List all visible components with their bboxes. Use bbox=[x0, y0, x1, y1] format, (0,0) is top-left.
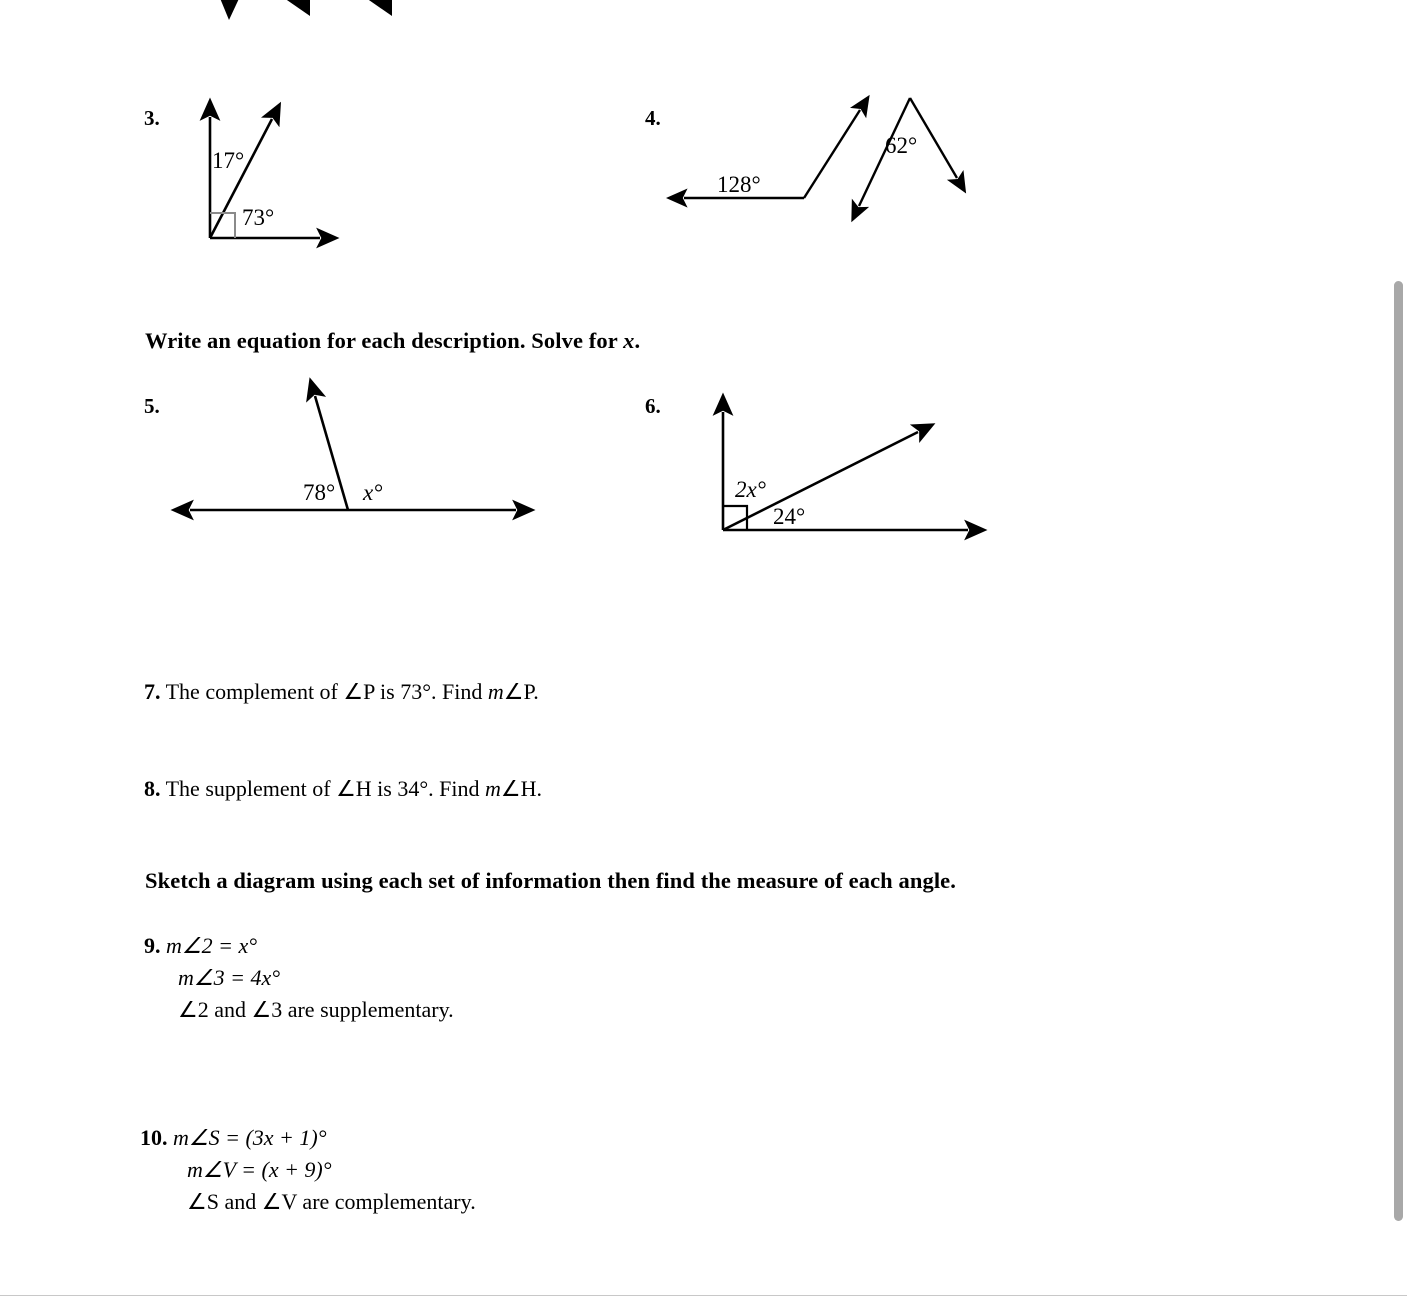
problem-7-text-tail: ∠P. bbox=[503, 679, 539, 704]
problem-4-angle-figures bbox=[672, 88, 982, 213]
problem-3-number: 3. bbox=[144, 106, 160, 130]
cut-arrowhead-2 bbox=[280, 0, 314, 27]
problem-9-number: 9. bbox=[144, 933, 161, 958]
problem-8-number: 8. bbox=[144, 776, 161, 801]
problem-7-text-m: m bbox=[487, 679, 504, 704]
instruction-write-equation-variable: x bbox=[623, 328, 635, 353]
problem-7-text-lead: The complement of ∠P is 73°. Find bbox=[165, 679, 488, 704]
instruction-write-equation-lead: Write an equation for each description. Solve for bbox=[145, 328, 624, 353]
cut-arrowhead-1 bbox=[213, 0, 247, 27]
vertical-scrollbar-thumb[interactable] bbox=[1394, 281, 1403, 1221]
instruction-write-equation-trail: . bbox=[634, 328, 641, 353]
problem-6-label-24: 24° bbox=[773, 504, 806, 529]
problem-5-label-x: x° bbox=[363, 480, 383, 505]
problem-4-number: 4. bbox=[645, 106, 661, 130]
problem-7-number: 7. bbox=[144, 679, 161, 704]
problem-5-label-78: 78° bbox=[303, 480, 336, 505]
problem-8-text-lead: The supplement of ∠H is 34°. Find bbox=[165, 776, 485, 801]
problem-10-line-2 bbox=[140, 1154, 476, 1186]
problem-10-equation-1: m∠S = (3x + 1)° bbox=[173, 1125, 327, 1150]
problem-4-label-62: 62° bbox=[885, 133, 918, 158]
problem-9 bbox=[144, 930, 454, 1026]
problem-6-right-angle-mark bbox=[723, 506, 747, 530]
problem-3-label-17: 17° bbox=[212, 148, 245, 173]
problem-9-equation-2: m∠3 = 4x° bbox=[178, 964, 281, 990]
problem-5-number: 5. bbox=[144, 394, 160, 418]
problem-6-number: 6. bbox=[645, 394, 661, 418]
problem-10-line-3: ∠S and ∠V are complementary. bbox=[187, 1188, 476, 1214]
problem-4-label-128: 128° bbox=[717, 172, 761, 197]
problem-8-text-tail: ∠H. bbox=[500, 776, 543, 801]
problem-5-angle-figure bbox=[178, 378, 528, 523]
problem-10 bbox=[140, 1122, 476, 1218]
problem-9-line-2 bbox=[144, 962, 454, 994]
problem-9-line-3: ∠2 and ∠3 are supplementary. bbox=[178, 996, 454, 1022]
problem-4-left-slanted-ray bbox=[804, 110, 860, 198]
problem-9-equation-1: m∠2 = x° bbox=[166, 933, 258, 958]
problem-6-label-2x: 2x° bbox=[735, 477, 766, 502]
problem-6-angle-figure bbox=[700, 398, 990, 543]
problem-3-diagram bbox=[180, 95, 370, 255]
vertical-scrollbar-track[interactable] bbox=[1391, 0, 1407, 1296]
problem-5-diagram bbox=[178, 378, 528, 523]
problem-8 bbox=[144, 775, 542, 803]
problem-4-diagram bbox=[672, 88, 982, 213]
problem-7 bbox=[144, 678, 539, 706]
instruction-sketch-diagram: Sketch a diagram using each set of information then find the measure of each angle. bbox=[145, 868, 956, 893]
problem-3-label-73: 73° bbox=[242, 205, 275, 230]
cut-arrowhead-3 bbox=[362, 0, 396, 27]
instruction-write-equation bbox=[145, 328, 640, 354]
problem-3-angle-figure bbox=[180, 95, 370, 255]
problem-10-line-1 bbox=[140, 1122, 476, 1154]
problem-10-number: 10. bbox=[140, 1125, 168, 1150]
problem-8-text-m: m bbox=[485, 776, 501, 801]
problem-9-line-1 bbox=[144, 930, 454, 962]
problem-6-diagram bbox=[700, 398, 990, 543]
problem-10-equation-2: m∠V = (x + 9)° bbox=[187, 1156, 332, 1182]
